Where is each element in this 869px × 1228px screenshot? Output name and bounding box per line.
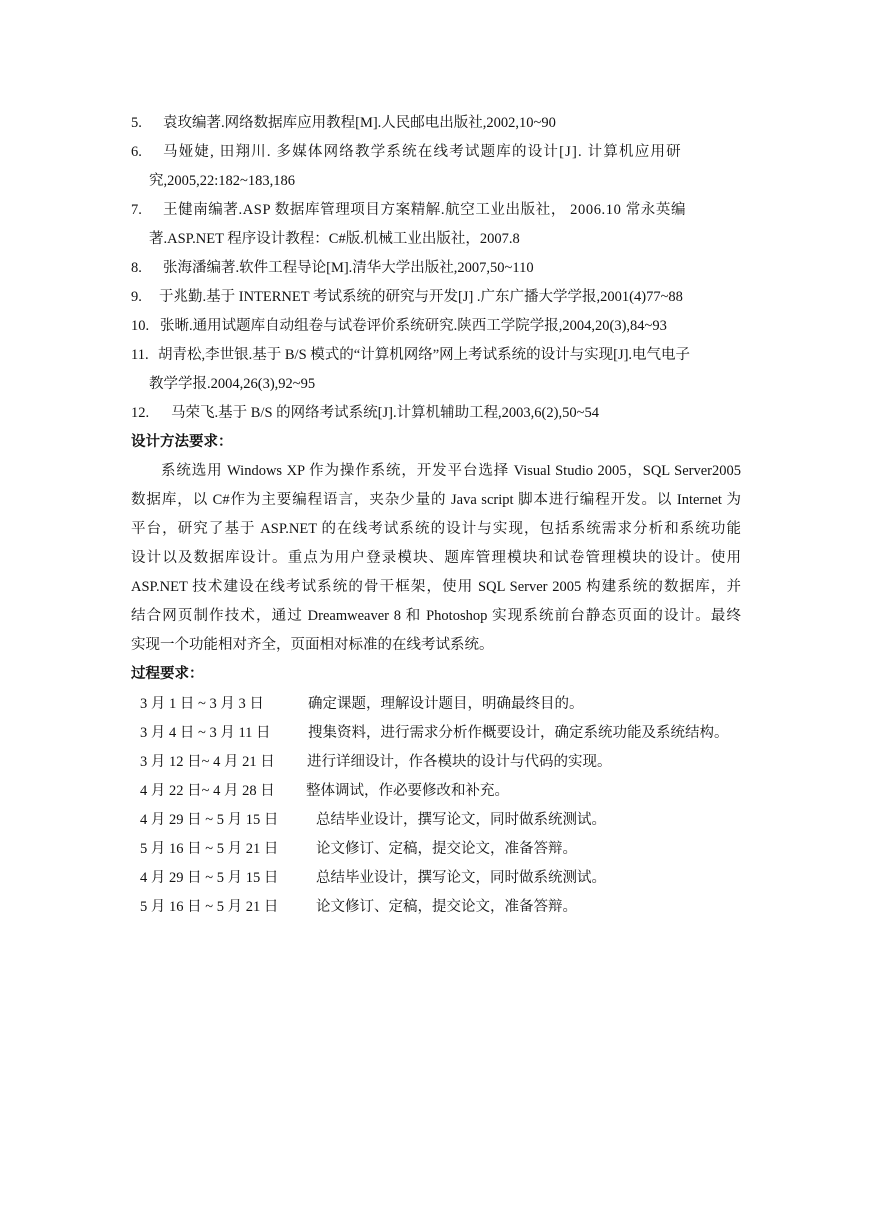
design-method-heading: 设计方法要求： bbox=[131, 434, 233, 450]
reference-number: 6. bbox=[131, 144, 142, 160]
reference-item bbox=[131, 254, 741, 283]
reference-number: 11. bbox=[131, 347, 149, 363]
schedule-row bbox=[140, 777, 509, 806]
reference-text: 袁玫编著.网络数据库应用教程[M].人民邮电出版社,2002,10~90 bbox=[163, 115, 556, 131]
schedule-date-range: 3 月 12 日~ 4 月 21 日 bbox=[140, 754, 275, 770]
reference-text: 张晰.通用试题库自动组卷与试卷评价系统研究.陕西工学院学报,2004,20(3),84~93 bbox=[160, 318, 667, 334]
paragraph-line: 结合网页制作技术，通过 Dreamweaver 8 和 Photoshop 实现系统前台静态页面的设计。最终 bbox=[131, 608, 741, 624]
reference-text-continuation: 著.ASP.NET 程序设计教程：C#版.机械工业出版社，2007.8 bbox=[149, 231, 520, 247]
schedule-date-range: 5 月 16 日 ~ 5 月 21 日 bbox=[140, 841, 279, 857]
schedule-date-range: 5 月 16 日 ~ 5 月 21 日 bbox=[140, 899, 279, 915]
schedule-date-range: 3 月 1 日 ~ 3 月 3 日 bbox=[140, 696, 264, 712]
reference-text: 于兆勤.基于 INTERNET 考试系统的研究与开发[J] .广东广播大学学报,2001(4)77~88 bbox=[159, 289, 683, 305]
process-heading: 过程要求： bbox=[131, 666, 204, 682]
reference-item bbox=[131, 399, 741, 428]
design-method-paragraph bbox=[131, 457, 741, 660]
schedule-task: 总结毕业设计，撰写论文，同时做系统测试。 bbox=[316, 870, 606, 886]
schedule-row bbox=[140, 893, 577, 922]
schedule-task: 总结毕业设计，撰写论文，同时做系统测试。 bbox=[316, 812, 606, 828]
reference-text-continuation: 究,2005,22:182~183,186 bbox=[149, 173, 295, 189]
schedule-task: 论文修订、定稿，提交论文，准备答辩。 bbox=[316, 841, 577, 857]
paragraph-line: 系统选用 Windows XP 作为操作系统，开发平台选择 Visual Studio 2005，SQL Server2005 bbox=[161, 463, 741, 479]
reference-number: 5. bbox=[131, 115, 142, 131]
reference-text: 马娅婕, 田翔川. 多媒体网络教学系统在线考试题库的设计[J]. 计算机应用研 bbox=[163, 144, 682, 160]
reference-item bbox=[131, 283, 741, 312]
schedule-row bbox=[140, 864, 606, 893]
reference-item bbox=[131, 138, 741, 196]
reference-item bbox=[131, 109, 741, 138]
paragraph-line: 数据库，以 C#作为主要编程语言，夹杂少量的 Java script 脚本进行编程开发。以 Internet 为 bbox=[131, 492, 741, 508]
paragraph-line: 平台，研究了基于 ASP.NET 的在线考试系统的设计与实现，包括系统需求分析和系统功能 bbox=[131, 521, 741, 537]
schedule-task: 搜集资料，进行需求分析作概要设计，确定系统功能及系统结构。 bbox=[308, 725, 729, 741]
schedule-task: 进行详细设计，作各模块的设计与代码的实现。 bbox=[307, 754, 612, 770]
reference-text: 马荣飞.基于 B/S 的网络考试系统[J].计算机辅助工程,2003,6(2),50~54 bbox=[171, 405, 599, 421]
reference-text-continuation: 教学学报.2004,26(3),92~95 bbox=[149, 376, 316, 392]
schedule-task: 论文修订、定稿，提交论文，准备答辩。 bbox=[316, 899, 577, 915]
schedule-row bbox=[140, 748, 612, 777]
reference-text: 张海潘编著.软件工程导论[M].清华大学出版社,2007,50~110 bbox=[163, 260, 534, 276]
schedule-date-range: 4 月 29 日 ~ 5 月 15 日 bbox=[140, 870, 279, 886]
schedule-date-range: 4 月 29 日 ~ 5 月 15 日 bbox=[140, 812, 279, 828]
schedule-row bbox=[140, 719, 729, 748]
reference-text: 胡青松,李世银.基于 B/S 模式的“计算机网络”网上考试系统的设计与实现[J].电气电子 bbox=[158, 347, 691, 363]
reference-text: 王健南编著.ASP 数据库管理项目方案精解.航空工业出版社， 2006.10 常永英编 bbox=[163, 202, 687, 218]
schedule-row bbox=[140, 690, 584, 719]
schedule-task: 整体调试，作必要修改和补充。 bbox=[306, 783, 509, 799]
reference-number: 8. bbox=[131, 260, 142, 276]
paragraph-line: 设计以及数据库设计。重点为用户登录模块、题库管理模块和试卷管理模块的设计。使用 bbox=[131, 550, 741, 566]
schedule-task: 确定课题，理解设计题目，明确最终目的。 bbox=[308, 696, 584, 712]
reference-number: 10. bbox=[131, 318, 150, 334]
schedule-date-range: 4 月 22 日~ 4 月 28 日 bbox=[140, 783, 275, 799]
schedule-date-range: 3 月 4 日 ~ 3 月 11 日 bbox=[140, 725, 271, 741]
reference-number: 9. bbox=[131, 289, 142, 305]
reference-number: 12. bbox=[131, 405, 150, 421]
reference-item bbox=[131, 312, 741, 341]
schedule-row bbox=[140, 835, 577, 864]
schedule-row bbox=[140, 806, 606, 835]
paragraph-line: ASP.NET 技术建设在线考试系统的骨干框架，使用 SQL Server 2005 构建系统的数据库，并 bbox=[131, 579, 741, 595]
paragraph-line: 实现一个功能相对齐全，页面相对标准的在线考试系统。 bbox=[131, 637, 494, 653]
reference-item bbox=[131, 196, 741, 254]
reference-item bbox=[131, 341, 741, 399]
reference-number: 7. bbox=[131, 202, 142, 218]
